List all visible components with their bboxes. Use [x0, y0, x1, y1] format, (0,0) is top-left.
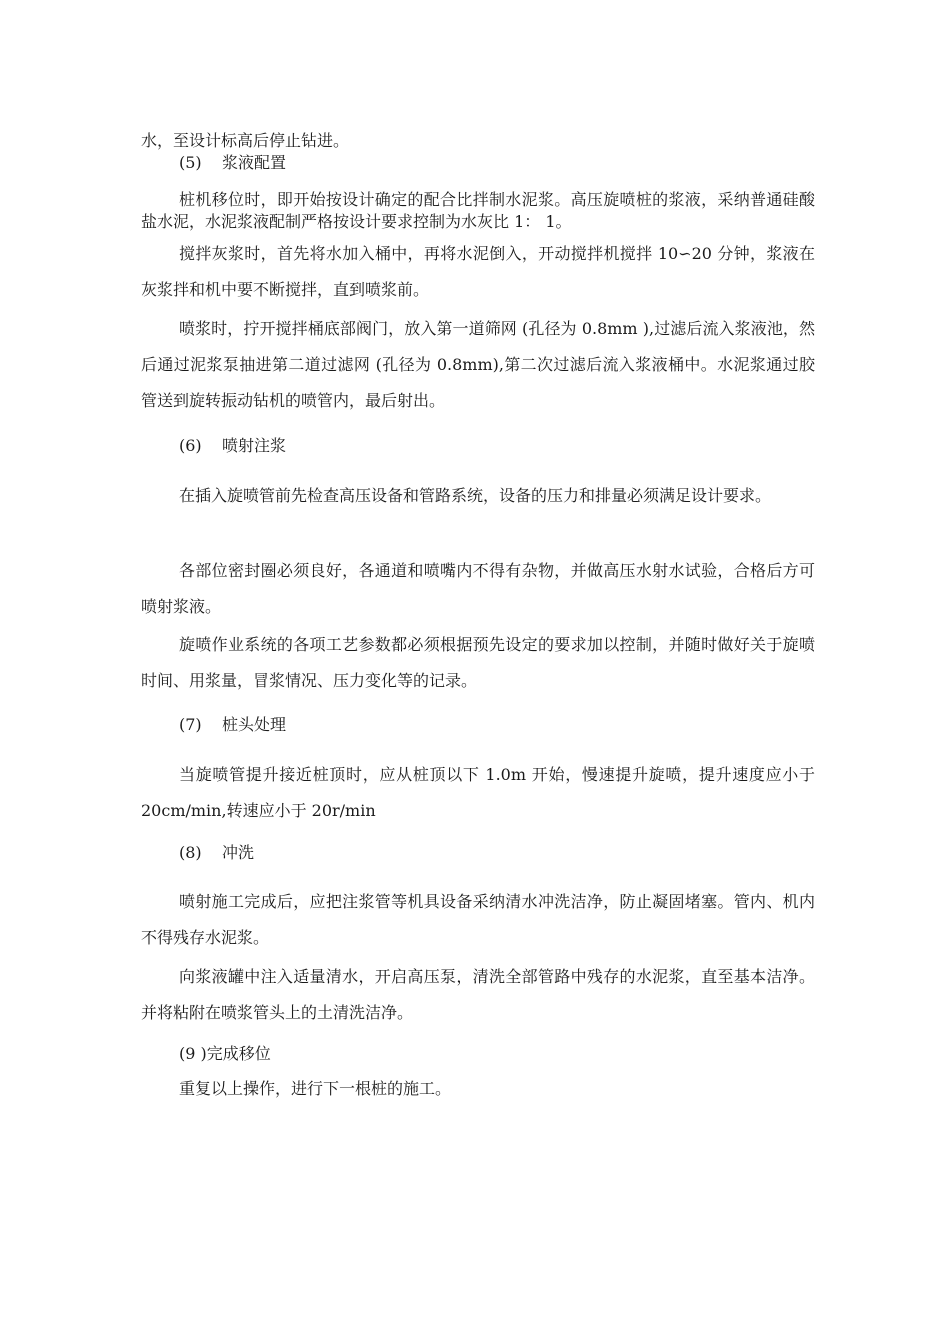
section-heading-5: (5) 浆液配置 [179, 153, 287, 172]
section-heading-8: (8) 冲洗 [179, 843, 255, 862]
paragraph-pile-head-1: 当旋喷管提升接近桩顶时，应从桩顶以下 1.0m 开始，慢速提升旋喷，提升速度应小于 20cm/min,转速应小于 20r/min [141, 765, 815, 820]
paragraph-continuation: 水，至设计标高后停止钻进。 [141, 131, 350, 150]
paragraph-jet-3: 旋喷作业系统的各项工艺参数都必须根据预先设定的要求加以控制，并随时做好关于旋喷时间、用浆量，冒浆情况、压力变化等的记录。 [141, 635, 815, 690]
section-heading-7: (7) 桩头处理 [179, 715, 287, 734]
section-heading-9: (9 )完成移位 [179, 1044, 271, 1063]
paragraph-slurry-2: 搅拌灰浆时，首先将水加入桶中，再将水泥倒入，开动搅拌机搅拌 10∽20 分钟，浆液在灰浆拌和机中要不断搅拌，直到喷浆前。 [141, 244, 815, 299]
paragraph-jet-1: 在插入旋喷管前先检查高压设备和管路系统，设备的压力和排量必须满足设计要求。 [179, 486, 772, 505]
paragraph-slurry-1: 桩机移位时，即开始按设计确定的配合比拌制水泥浆。高压旋喷桩的浆液，采纳普通硅酸盐水泥，水泥浆液配制严格按设计要求控制为水灰比 1： 1。 [141, 190, 815, 231]
paragraph-move-1: 重复以上操作，进行下一根桩的施工。 [179, 1079, 452, 1098]
section-heading-6: (6) 喷射注浆 [179, 436, 287, 455]
paragraph-wash-2: 向浆液罐中注入适量清水，开启高压泵，清洗全部管路中残存的水泥浆，直至基本洁净。并将粘附在喷浆管头上的土清洗洁净。 [141, 967, 815, 1022]
paragraph-wash-1: 喷射施工完成后，应把注浆管等机具设备采纳清水冲洗洁净，防止凝固堵塞。管内、机内不得残存水泥浆。 [141, 892, 815, 947]
paragraph-jet-2: 各部位密封圈必须良好，各通道和喷嘴内不得有杂物，并做高压水射水试验，合格后方可喷射浆液。 [141, 561, 815, 616]
paragraph-slurry-3: 喷浆时，拧开搅拌桶底部阀门，放入第一道筛网 (孔径为 0.8mm ),过滤后流入浆液池，然后通过泥浆泵抽进第二道过滤网 (孔径为 0.8mm),第二次过滤后流入浆液桶中。水泥浆通过胶管送到旋转振动钻机的喷管内，最后射出。 [141, 319, 815, 410]
